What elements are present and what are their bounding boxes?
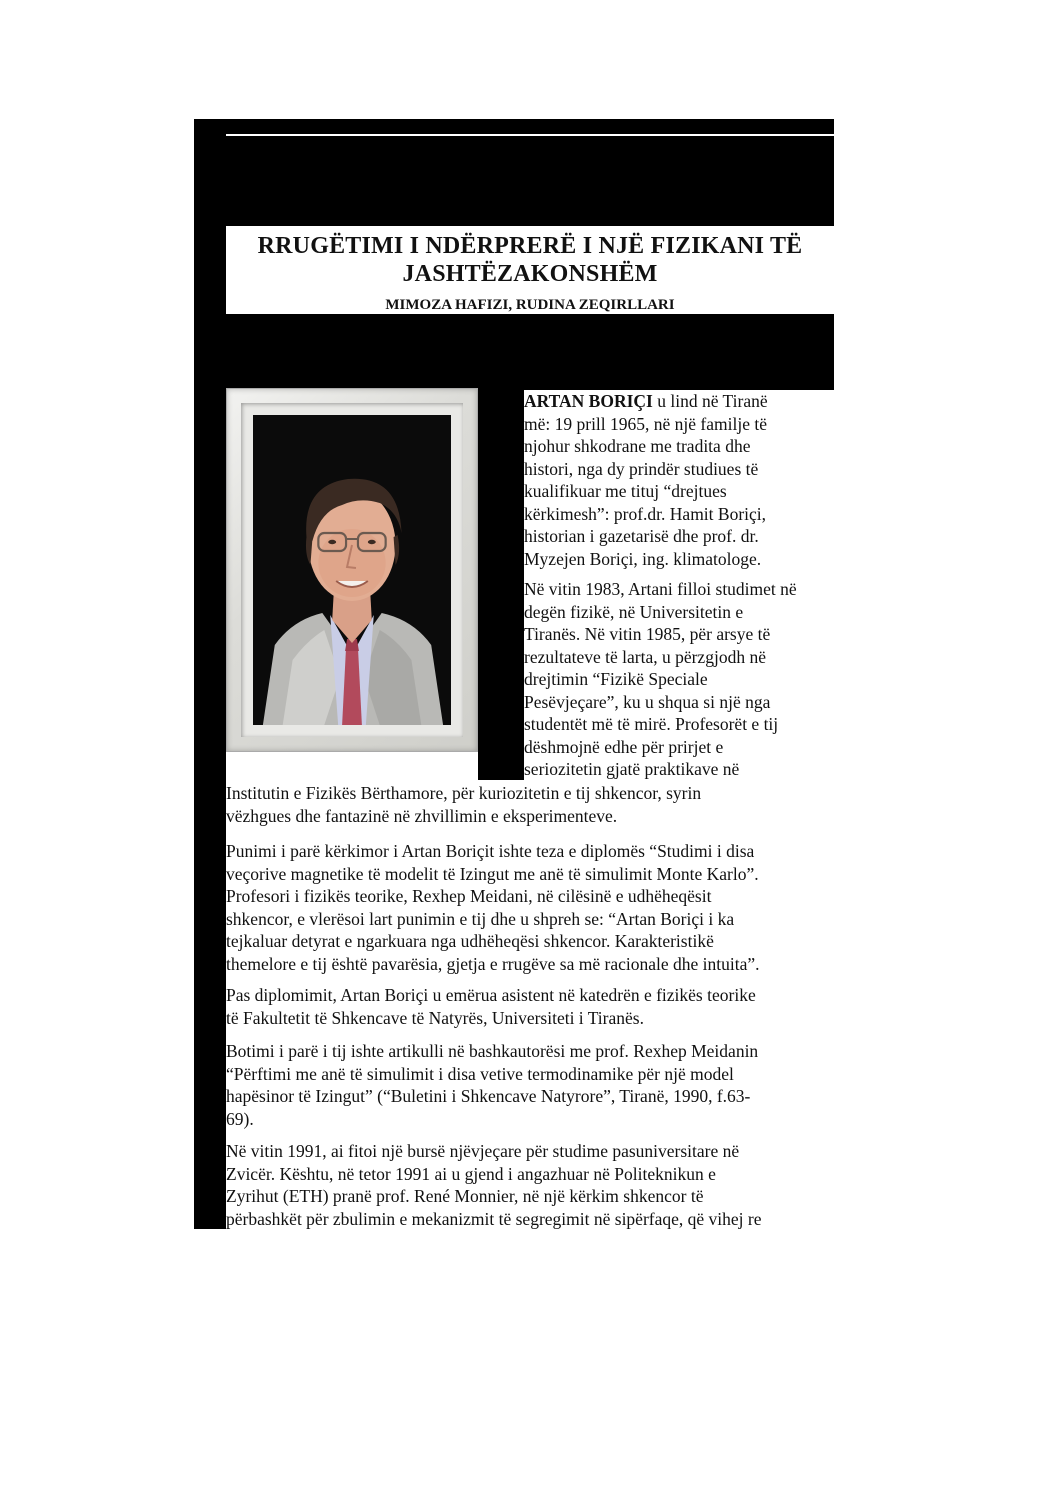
paragraph-assistant: Pas diplomimit, Artan Boriçi u emërua asistent në katedrën e fizikës teorike të Fakultetit të Shkencave të Natyrës, Universiteti i Tiranës. — [226, 984, 834, 1032]
header-rule — [226, 134, 834, 136]
paragraph-first-publication: Botimi i parë i tij ishte artikulli në bashkautorësi me prof. Rexhep Meidanin “Përftimi me anë të simulimit i disa vetive termodinamike për një model hapësinor të Izingut” (“Buletini i Shkencave Natyrore”, Tiranë, 1990, f.63- 69). — [226, 1040, 834, 1134]
portrait-photo-icon — [253, 415, 451, 725]
portrait-mat — [241, 403, 463, 737]
scan-shadow-photo-column — [478, 388, 524, 780]
person-name: ARTAN BORIÇI — [524, 391, 653, 411]
scan-shadow-band — [194, 314, 834, 392]
paragraph-studies: Në vitin 1983, Artani filloi studimet në degën fizikë, në Universitetin e Tiranës. Në vitin 1985, për arsye të rezultateve të larta, u përzgjodh në drejtimin “Fizikë Speciale Pesëvjeçare”, ku u shqua si një nga studentët më të mirë. Profesorët e tij dëshmojnë edhe për prirjet e seriozitetin gjatë praktikave në — [524, 578, 834, 782]
paragraph-birth: ARTAN BORIÇI u lind në Tiranë më: 19 prill 1965, në një familje të njohur shkodrane me tradita dhe histori, nga dy prindër studiues të kualifikuar me tituj “drejtues kërkimesh”: prof.dr. Hamit Boriçi, historian i gazetarisë dhe prof. dr. Myzejen Boriçi, ing. klimatologe. — [524, 390, 834, 568]
paragraph-studies-continued: Institutin e Fizikës Bërthamore, për kuriozitetin e tij shkencor, syrin vëzhgues dhe fantazinë në zhvillimin e eksperimenteve. — [226, 782, 834, 828]
scan-shadow-left — [194, 119, 226, 1229]
paragraph-switzerland: Në vitin 1991, ai fitoi një bursë njëvjeçare për studime pasuniversitare në Zvicër. Kështu, në tetor 1991 ai u gjend i angazhuar në Politeknikun e Zyrihut (ETH) pranë prof. René Monnier, në një kërkim shkencor të përbashkët për zbulimin e mekanizmit të segregimit në sipërfaqe, që vihej re — [226, 1140, 834, 1234]
article-title: RRUGËTIMI I NDËRPRERË I NJË FIZIKANI TË JASHTËZAKONSHËM — [257, 233, 803, 287]
paragraph-diploma-thesis: Punimi i parë kërkimor i Artan Boriçit ishte teza e diplomës “Studimi i disa veçorive magnetike të modelit të Izingut me anë të simulimit Monte Karlo”. Profesori i fizikës teorike, Rexhep Meidani, në cilësinë e udhëheqësit shkencor, e vlerësoi lart punimin e tij dhe u shpreh se: “Artan Boriçi i ka tejkaluar detyrat e ngarkuara nga udhëheqësi shkencor. Karakteristikë themelore e tij është pavarësia, gjetja e rrugëve sa më racionale dhe intuita”. — [226, 840, 834, 978]
portrait-frame — [226, 388, 478, 752]
article-header — [226, 226, 834, 314]
article-authors: MIMOZA HAFIZI, RUDINA ZEQIRLLARI — [385, 297, 675, 313]
